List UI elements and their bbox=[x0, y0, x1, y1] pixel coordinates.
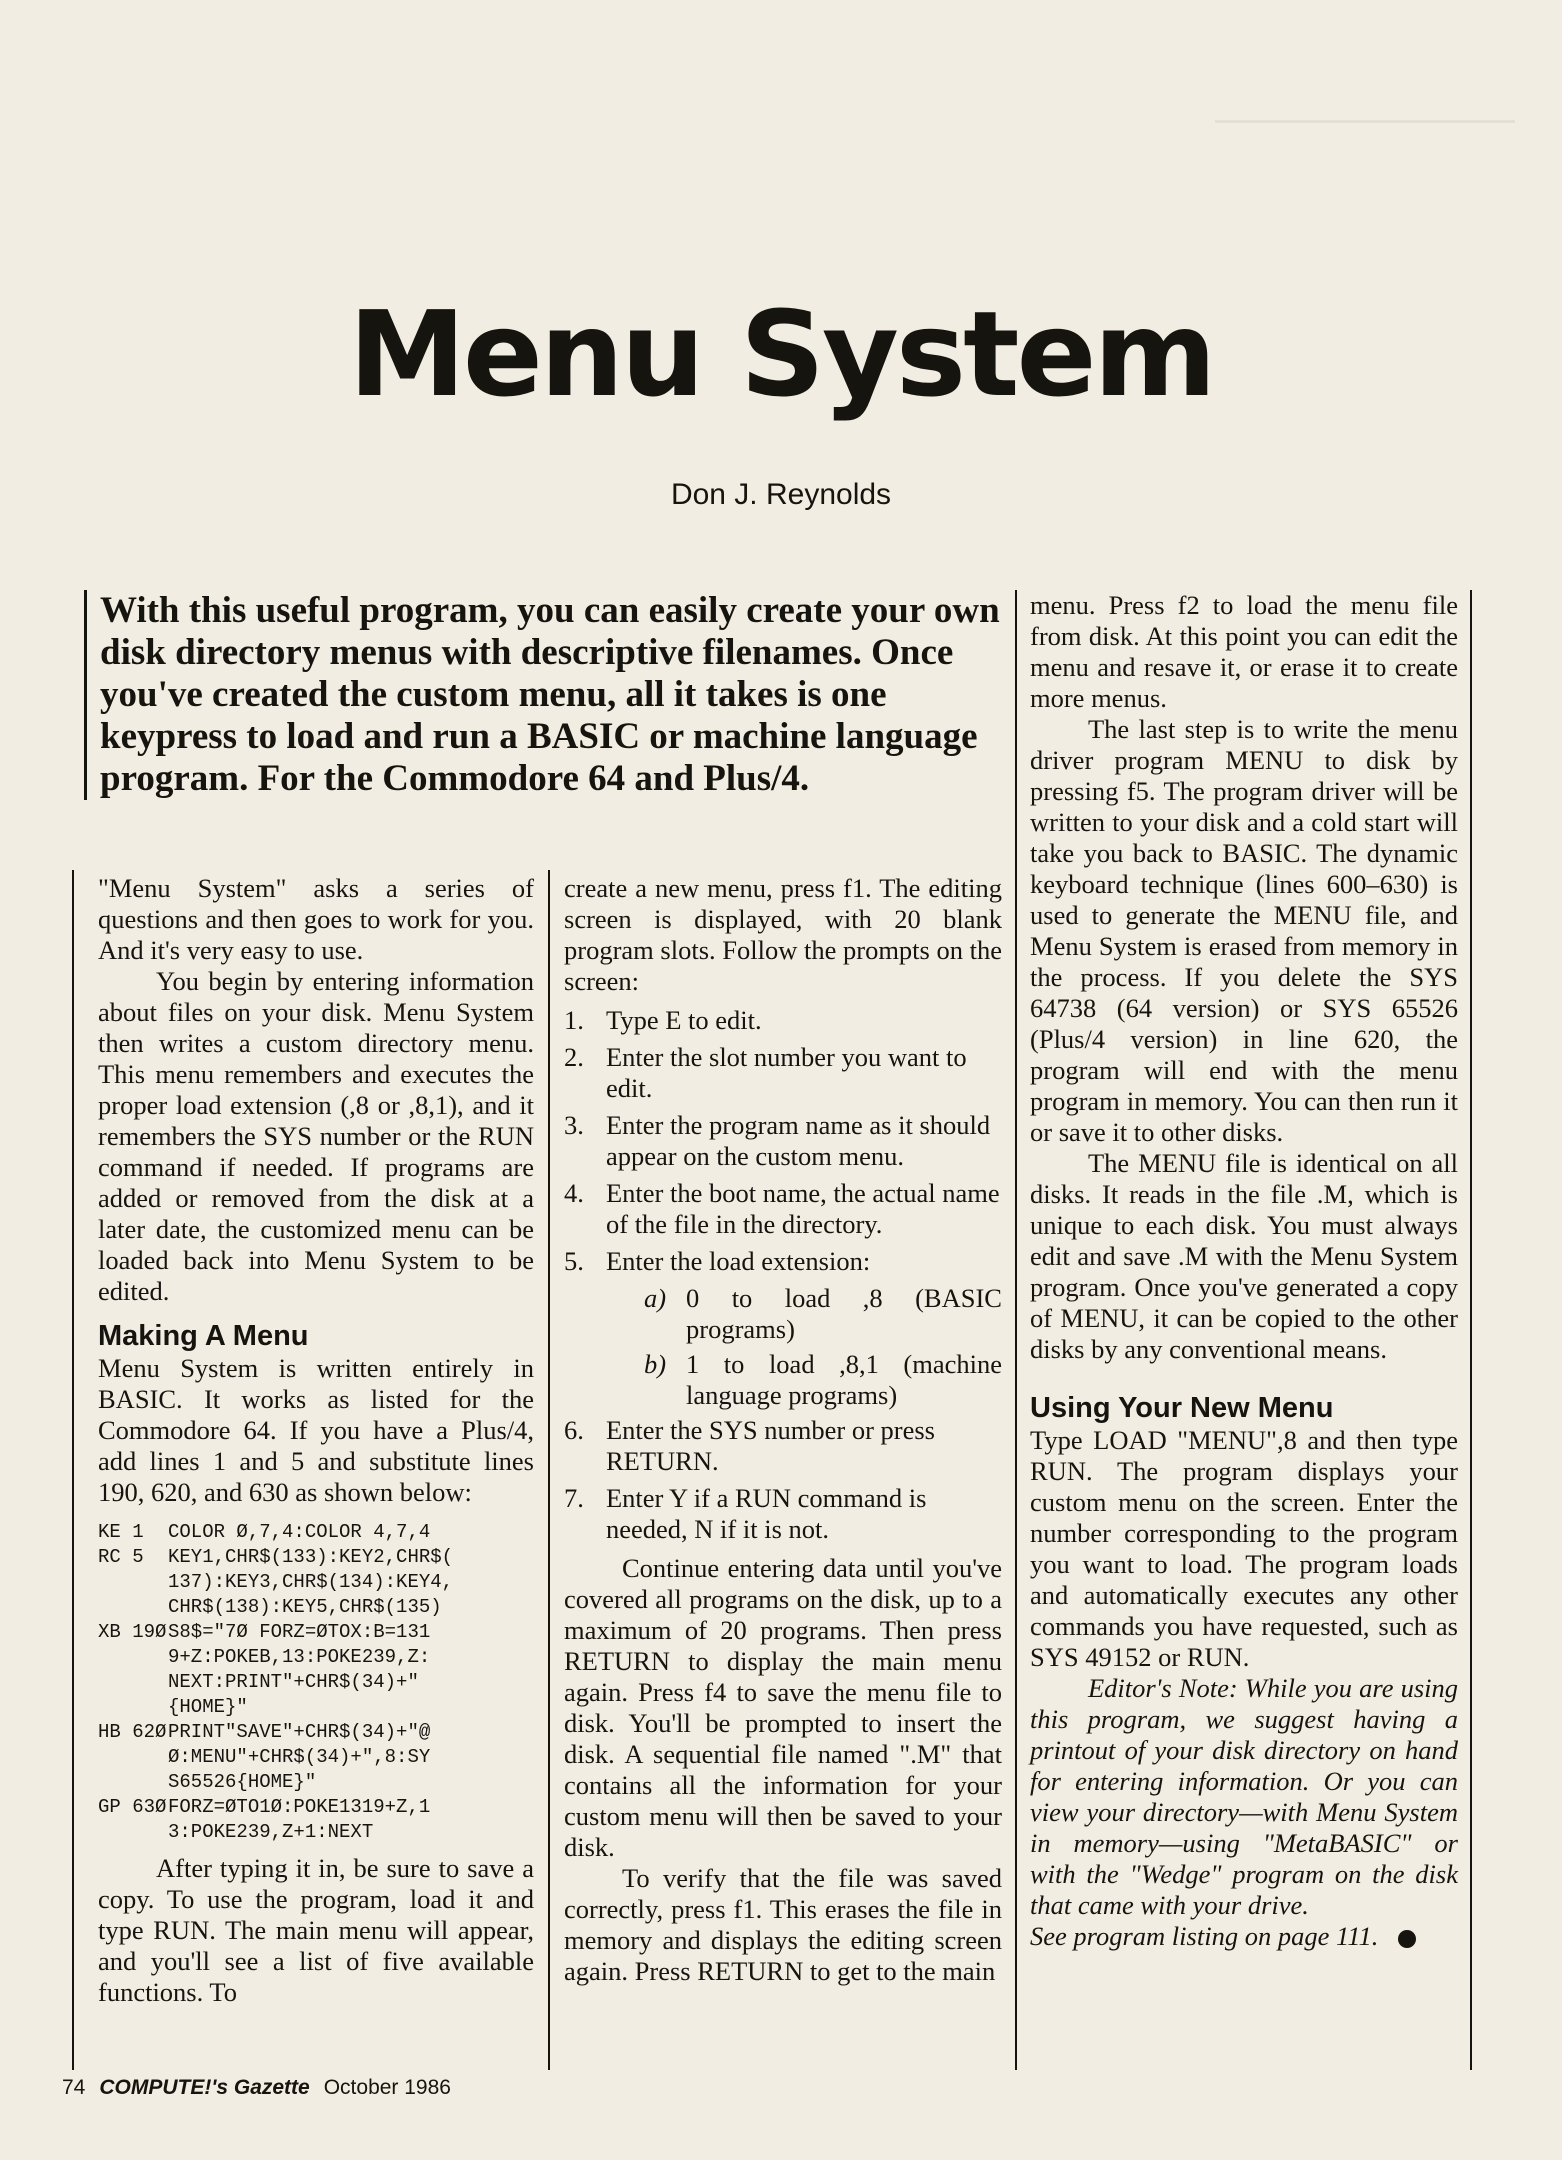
list-subitem: a) 0 to load ,8 (BASIC programs) bbox=[644, 1283, 1002, 1344]
column-3 bbox=[1030, 590, 1458, 1952]
author-byline: Don J. Reynolds bbox=[670, 478, 892, 511]
list-item: 2. Enter the slot number you want to edit. bbox=[564, 1042, 967, 1103]
paragraph: The last step is to write the menu driver program MENU to disk by pressing f5. The program driver will be written to your disk and a cold start will take you back to BASIC. The dynamic keyboard technique (lines 600–630) is used to generate the MENU file, and Menu System is erased from memory in the process. If you delete the SYS 64738 (64 version) or SYS 65526 (Plus/4 version) in line 620, the program will end with the menu program in memory. You can then run it or save it to other disks. bbox=[1030, 714, 1458, 1147]
column-rule-1 bbox=[548, 870, 550, 2070]
paragraph: Continue entering data until you've covered all programs on the disk, up to a maximum of 20 programs. Then press RETURN to display the main menu again. Press f4 to save the menu file to disk. You'll be prompted to insert the disk. A sequential file named ".M" that contains all the information for your custom menu will then be saved to your disk. bbox=[564, 1553, 1002, 1862]
code-text: FORZ=ØTO1Ø:POKE1319+Z,1 3:POKE239,Z+1:NEXT bbox=[168, 1796, 431, 1843]
code-line bbox=[98, 1620, 534, 1720]
paragraph: The MENU file is identical on all disks. It reads in the file .M, which is unique to each disk. You must always edit and save .M with the Menu System program. Once you've generated a copy of MENU, it can be copied to the other disks by any conventional means. bbox=[1030, 1148, 1458, 1364]
program-listing-reference: See program listing on page 111. bbox=[1030, 1921, 1458, 1952]
page-footer bbox=[62, 2076, 451, 2100]
code-text: S8$="7Ø FORZ=ØTOX:B=131 9+Z:POKEB,13:POKE239,Z: NEXT:PRINT"+CHR$(34)+" {HOME}" bbox=[168, 1621, 431, 1718]
paragraph: menu. Press f2 to load the menu file from disk. At this point you can edit the menu and resave it, or erase it to create more menus. bbox=[1030, 590, 1458, 713]
list-item: 3. Enter the program name as it should appear on the custom menu. bbox=[564, 1110, 991, 1171]
list-item: 4. Enter the boot name, the actual name of the file in the directory. bbox=[564, 1178, 1000, 1239]
code-line bbox=[98, 1795, 534, 1845]
code-line bbox=[98, 1545, 534, 1620]
list-item: 1. Type E to edit. bbox=[564, 1005, 762, 1035]
paragraph: "Menu System" asks a series of questions and then goes to work for you. And it's very easy to use. bbox=[98, 873, 534, 965]
code-line bbox=[98, 1520, 534, 1545]
list-item: 7. Enter Y if a RUN command is needed, N if it is not. bbox=[564, 1483, 927, 1544]
code-text: PRINT"SAVE"+CHR$(34)+"@ Ø:MENU"+CHR$(34)+",8:SY S65526{HOME}" bbox=[168, 1721, 431, 1793]
paragraph: create a new menu, press f1. The editing screen is displayed, with 20 blank program slots. Follow the prompts on the screen: bbox=[564, 873, 1002, 996]
article-title: Menu System bbox=[348, 285, 1214, 423]
code-line bbox=[98, 1720, 534, 1795]
code-checksum: HB 62Ø bbox=[98, 1721, 167, 1743]
paragraph: You begin by entering information about files on your disk. Menu System then writes a custom directory menu. This menu remembers and executes the proper load extension (,8 or ,8,1), and it remembers the SYS number or the RUN command if needed. If programs are added or removed from the disk at a later date, the customized menu can be loaded back into Menu System to be edited. bbox=[98, 966, 534, 1306]
list-item: 6. Enter the SYS number or press RETURN. bbox=[564, 1415, 935, 1476]
column-rule-left bbox=[72, 870, 74, 2070]
code-text: COLOR Ø,7,4:COLOR 4,7,4 bbox=[168, 1521, 431, 1543]
deck-rule bbox=[84, 590, 87, 800]
article-deck: With this useful program, you can easily create your own disk directory menus with descriptive filenames. Once you've created the custom menu, all it takes is one keypress to load and run a BASIC or machine language program. For the Commodore 64 and Plus/4. bbox=[100, 590, 1000, 799]
paragraph: After typing it in, be sure to save a copy. To use the program, load it and type RUN. The main menu will appear, and you'll see a list of five available functions. To bbox=[98, 1853, 534, 2007]
column-2 bbox=[564, 873, 1002, 1987]
code-checksum: GP 63Ø bbox=[98, 1796, 167, 1818]
steps-list bbox=[564, 1005, 1002, 1545]
column-1 bbox=[98, 873, 534, 2008]
paragraph: To verify that the file was saved correctly, press f1. This erases the file in memory and displays the editing screen again. Press RETURN to get to the main bbox=[564, 1863, 1002, 1986]
code-checksum: RC 5 bbox=[98, 1546, 144, 1568]
code-listing bbox=[98, 1520, 534, 1845]
code-text: KEY1,CHR$(133):KEY2,CHR$( 137):KEY3,CHR$(134):KEY4, CHR$(138):KEY5,CHR$(135) bbox=[168, 1546, 454, 1618]
end-of-article-icon bbox=[1398, 1930, 1416, 1948]
editors-note: Editor's Note: While you are using this program, we suggest having a printout of your disk directory on hand for entering information. Or you can view your directory—with Menu System in memory—using "MetaBASIC" or with the "Wedge" program on the disk that came with your drive. bbox=[1030, 1673, 1458, 1920]
list-subitem: b) 1 to load ,8,1 (machine language programs) bbox=[644, 1349, 1002, 1410]
issue-date: October 1986 bbox=[323, 2076, 451, 2099]
page-number: 74 bbox=[62, 2076, 86, 2099]
section-heading-using-your-new-menu: Using Your New Menu bbox=[1030, 1392, 1334, 1424]
column-rule-right bbox=[1470, 590, 1472, 2070]
section-heading-making-a-menu: Making A Menu bbox=[98, 1320, 309, 1352]
paragraph: Menu System is written entirely in BASIC. It works as listed for the Commodore 64. If you have a Plus/4, add lines 1 and 5 and substitute lines 190, 620, and 630 as shown below: bbox=[98, 1353, 534, 1507]
magazine-name: COMPUTE!'s Gazette bbox=[99, 2076, 310, 2099]
code-checksum: XB 19Ø bbox=[98, 1621, 167, 1643]
paragraph: Type LOAD "MENU",8 and then type RUN. The program displays your custom menu on the screen. Enter the number corresponding to the program you want to load. The program loads and automatically executes any other commands you have requested, such as SYS 49152 or RUN. bbox=[1030, 1425, 1458, 1672]
column-rule-2 bbox=[1015, 590, 1017, 2070]
list-item: 5. Enter the load extension: bbox=[564, 1246, 871, 1276]
code-checksum: KE 1 bbox=[98, 1521, 144, 1543]
bleed-through-heading bbox=[1215, 120, 1515, 253]
